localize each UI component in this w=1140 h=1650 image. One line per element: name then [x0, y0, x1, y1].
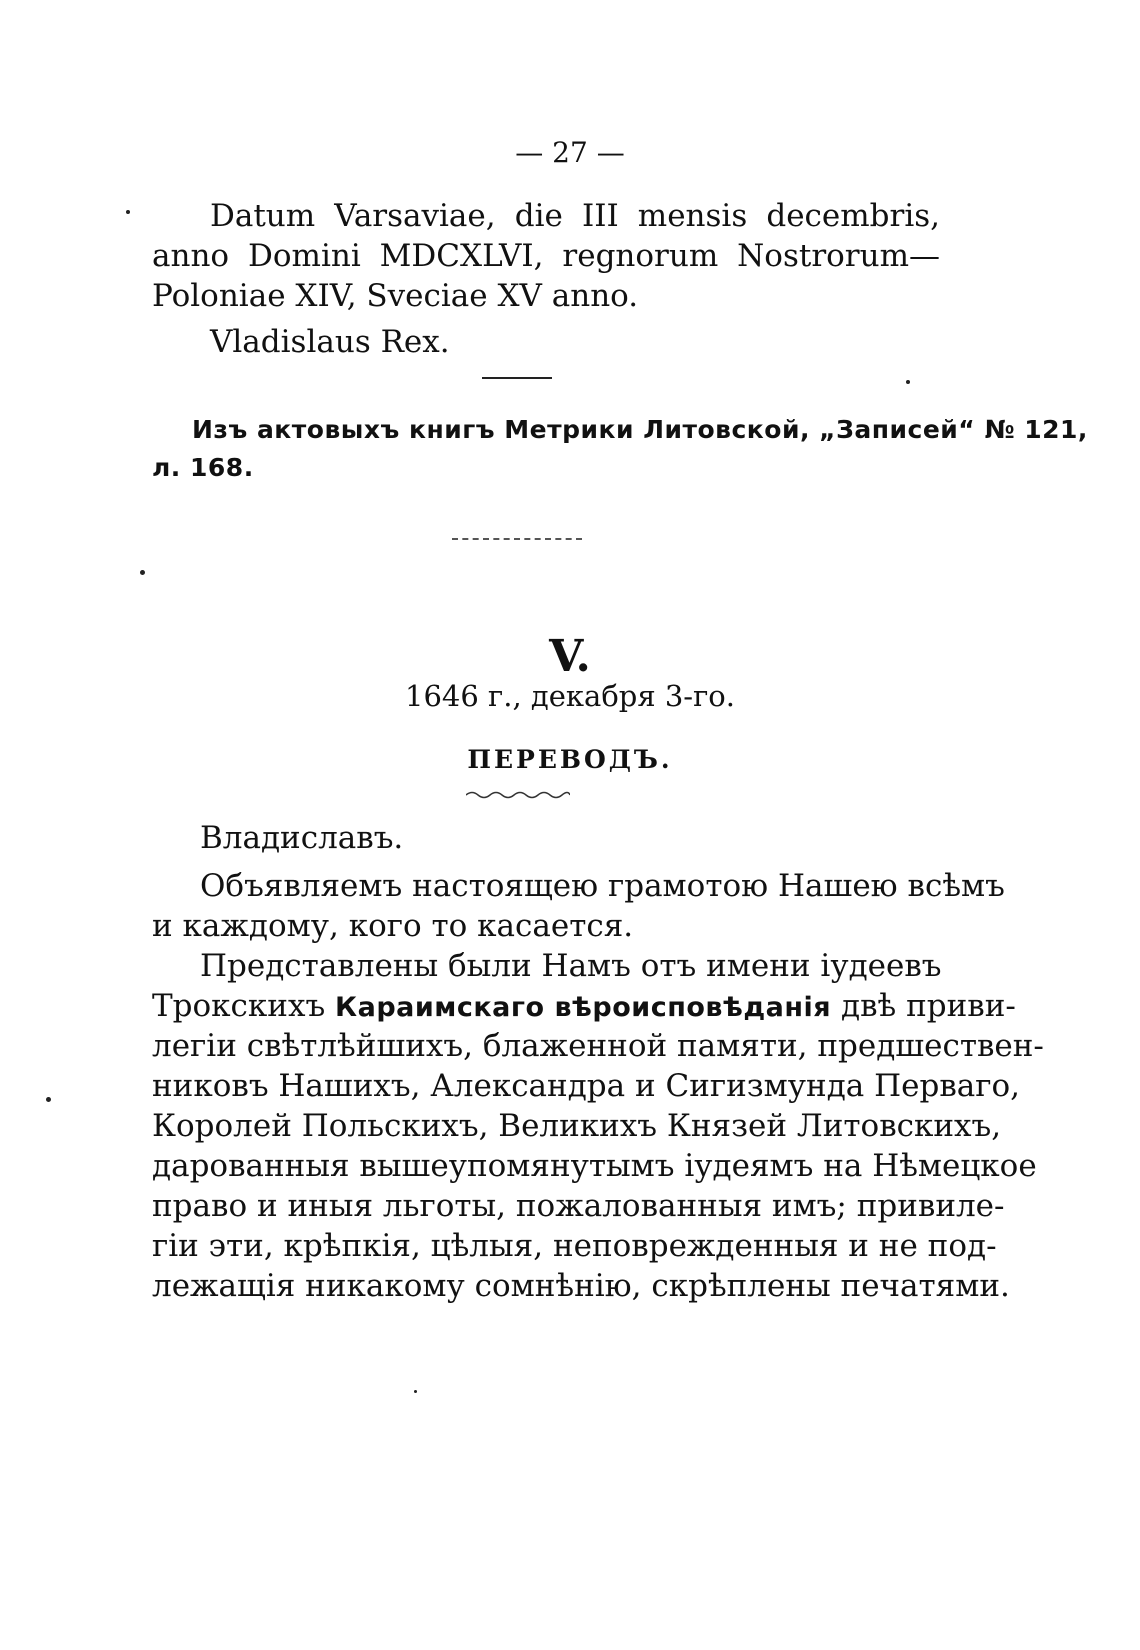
translation-p2-line-3: легіи свѣтлѣйшихъ, блаженной памяти, предшествен- [152, 1028, 1044, 1064]
separator-rule [482, 377, 552, 379]
translation-p1-line-2: и каждому, кого то касается. [152, 908, 634, 944]
latin-line-2: anno Domini MDCXLVI, regnorum Nostrorum— [152, 238, 940, 274]
print-speck [126, 210, 130, 214]
section-number: V. [549, 631, 591, 682]
latin-line-1: Datum Varsaviae, die III mensis decembris, [210, 198, 940, 234]
section-heading: ПЕРЕВОДЪ. [467, 745, 673, 774]
page-number: — 27 — [515, 136, 625, 169]
p2-bold-term: Караимскаго вѣроисповѣданія [335, 992, 832, 1023]
translation-p2-line-7: право и иныя льготы, пожалованныя имъ; привиле- [152, 1188, 1005, 1224]
translation-p2-line-1: Представлены были Намъ отъ имени іудеевъ [200, 948, 942, 984]
source-note-line-1: Изъ актовыхъ книгъ Метрики Литовской, „Записей“ № 121, [192, 415, 1088, 444]
print-speck [140, 570, 145, 575]
print-speck [46, 1097, 51, 1102]
latin-signature: Vladislaus Rex. [210, 324, 450, 360]
print-speck [414, 1390, 417, 1393]
translation-p2-line-6: дарованныя вышеупомянутымъ іудеямъ на Нѣмецкое [152, 1148, 1037, 1184]
source-note-line-2: л. 168. [152, 453, 254, 482]
print-speck [906, 380, 910, 384]
translation-p2-line-4: никовъ Нашихъ, Александра и Сигизмунда Перваго, [152, 1068, 1021, 1104]
translation-p2-line-8: гіи эти, крѣпкія, цѣлыя, неповрежденныя и не под- [152, 1228, 997, 1264]
wavy-ornament [466, 790, 570, 800]
p2-text-a: Трокскихъ [152, 988, 336, 1024]
section-date: 1646 г., декабря 3-го. [405, 679, 735, 713]
dashed-separator [452, 538, 582, 540]
latin-line-3: Poloniae XIV, Sveciae XV anno. [152, 278, 639, 314]
translation-opening: Владиславъ. [200, 820, 404, 856]
translation-p2-line-9: лежащія никакому сомнѣнію, скрѣплены печатями. [152, 1268, 1010, 1304]
translation-p1-line-1: Объявляемъ настоящею грамотою Нашею всѣмъ [200, 868, 1005, 904]
translation-p2-line-5: Королей Польскихъ, Великихъ Князей Литовскихъ, [152, 1108, 1002, 1144]
p2-text-c: двѣ приви- [831, 988, 1016, 1024]
translation-p2-line-2 [152, 986, 1016, 1028]
